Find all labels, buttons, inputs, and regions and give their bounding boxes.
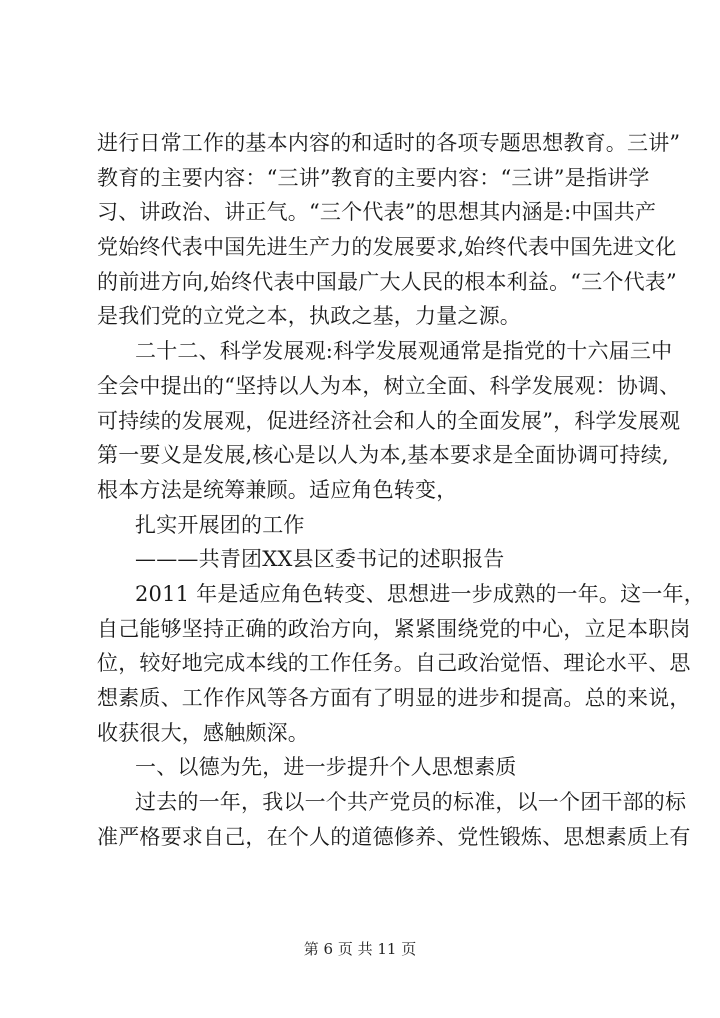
text-line: 的前进方向,始终代表中国最广大人民的根本利益。“三个代表” xyxy=(97,269,677,294)
text-line: 准严格要求自己，在个人的道德修养、党性锻炼、思想素质上有 xyxy=(97,824,691,849)
document-body xyxy=(97,126,705,854)
text-line: 根本方法是统筹兼顾。适应角色转变， xyxy=(97,477,458,502)
heading-title: 扎实开展团的工作 xyxy=(135,512,305,537)
text-line: 自己能够坚持正确的政治方向，紧紧围绕党的中心，立足本职岗 xyxy=(97,616,691,641)
text-line: 是我们党的立党之本，执政之基，力量之源。 xyxy=(97,304,521,329)
text-line: 收获很大，感触颇深。 xyxy=(97,720,309,745)
page-number-footer: 第 6 页 共 11 页 xyxy=(303,940,417,958)
text-line: 可持续的发展观，促进经济社会和人的全面发展”，科学发展观 xyxy=(97,408,681,433)
text-line: 习、讲政治、讲正气。“三个代表”的思想其内涵是:中国共产 xyxy=(97,200,657,225)
section-heading: 一、以德为先，进一步提升个人思想素质 xyxy=(135,755,517,780)
text-line: 全会中提出的“坚持以人为本，树立全面、科学发展观：协调、 xyxy=(97,373,681,398)
text-line: 进行日常工作的基本内容的和适时的各项专题思想教育。三讲” xyxy=(97,131,681,155)
text-line: 二十二、科学发展观:科学发展观通常是指党的十六届三中 xyxy=(135,339,673,364)
text-line: 2011 年是适应角色转变、思想进一步成熟的一年。这一年， xyxy=(135,581,705,606)
text-line: 党始终代表中国先进生产力的发展要求,始终代表中国先进文化 xyxy=(97,235,677,260)
heading-subtitle: ———共青团XX县区委书记的述职报告 xyxy=(135,547,505,572)
text-line: 过去的一年，我以一个共产党员的标准，以一个团干部的标 xyxy=(135,790,687,815)
text-line: 位，较好地完成本线的工作任务。自己政治觉悟、理论水平、思 xyxy=(97,651,691,676)
text-line: 第一要义是发展,核心是以人为本,基本要求是全面协调可持续, xyxy=(97,443,669,468)
text-line: 教育的主要内容：“三讲”教育的主要内容：“三讲”是指讲学 xyxy=(97,165,650,190)
text-line: 想素质、工作作风等各方面有了明显的进步和提高。总的来说， xyxy=(97,686,691,710)
